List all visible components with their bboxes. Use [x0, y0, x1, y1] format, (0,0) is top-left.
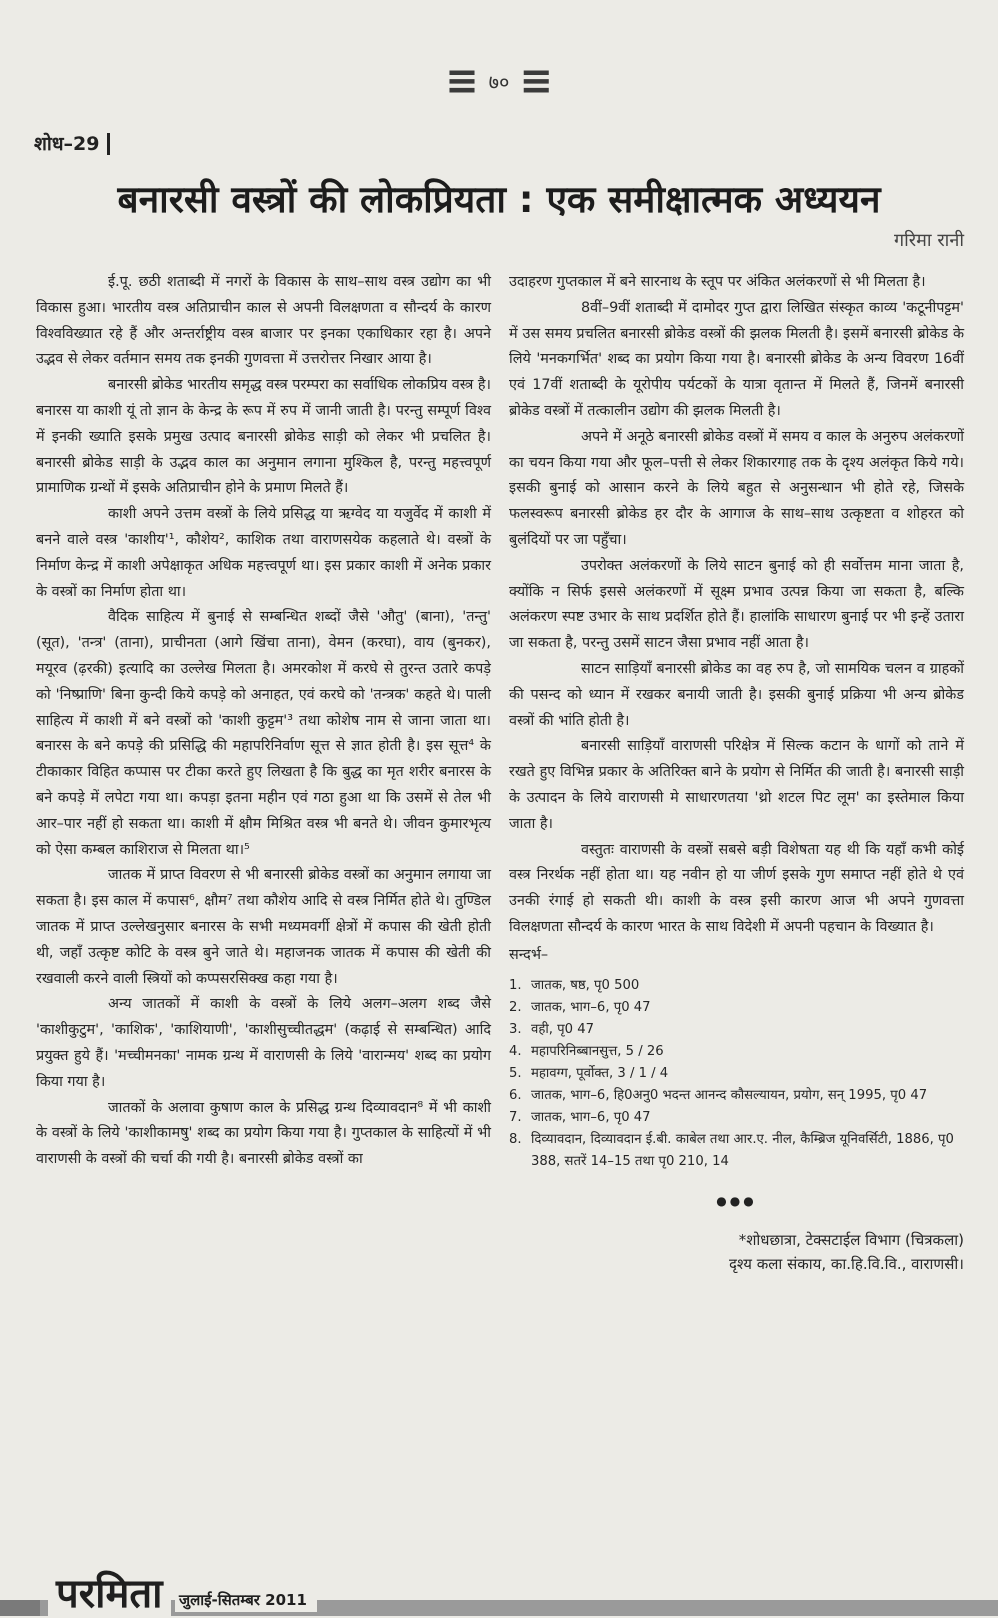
journal-issue: जुलाई-सितम्बर 2011 [175, 1588, 317, 1612]
paragraph: वस्तुतः वाराणसी के वस्त्रों सबसे बड़ी विशेषता यह थी कि यहाँ कभी कोई वस्त्र निरर्थक नहीं होता था। यह नवीन हो या जीर्ण इसके गुण समाप्त नहीं होते थे एवं उनकी रंगाई हो सकती थी। काशी के वस्त्र इसी कारण आज भी अपने गुणवत्ता विलक्षणता सौन्दर्य के कारण भारत के साथ विदेशी में अपनी पहचान के विख्यात है। [509, 841, 964, 935]
left-column [36, 270, 491, 1173]
section-separator: ●●● [716, 1193, 757, 1208]
paragraph: उदाहरण गुप्तकाल में बने सारनाथ के स्तूप पर अंकित अलंकरणों से भी मिलता है। [509, 274, 926, 290]
author-affiliation [509, 1228, 964, 1276]
page-number-text: ७० [488, 69, 510, 94]
reference-item: 8. दिव्यावदान, दिव्यावदान ई.बी. काबेल तथा आर.ए. नील, कैम्ब्रिज यूनिवर्सिटी, 1886, पृ0 388, सतरें 14–15 तथा पृ0 210, 14 [509, 1131, 954, 1169]
author-name: गरिमा रानी [894, 230, 964, 251]
paragraph: बनारसी साड़ियाँ वाराणसी परिक्षेत्र में सिल्क कटान के धागों को ताने में रखते हुए विभिन्न प्रकार के अतिरिक्त बाने के प्रयोग से निर्मित की जाती है। बनारसी साड़ी के उत्पादन के लिये वाराणसी मे साधारणतया 'थ्रो शटल पिट लूम' का इस्तेमाल किया जाता है। [509, 738, 964, 832]
paragraph: बनारसी ब्रोकेड भारतीय समृद्ध वस्त्र परम्परा का सर्वाधिक लोकप्रिय वस्त्र है। बनारस या काशी यूं तो ज्ञान के केन्द्र के रूप में रुप में जानी जाती है। परन्तु सम्पूर्ण विश्व में इनकी ख्याति इसके प्रमुख उत्पाद बनारसी ब्रोकेड साड़ी को लेकर भी प्रचलित है। बनारसी ब्रोकेड साड़ी के उद्भव काल का अनुमान लगाना मुश्किल है, परन्तु महत्त्वपूर्ण प्रामाणिक ग्रन्थों में इसके अतिप्राचीन होने के प्रमाण मिलते हैं। [36, 377, 491, 497]
paragraph: अन्य जातकों में काशी के वस्त्रों के लिये अलग–अलग शब्द जैसे 'काशीकुटुम', 'काशिक', 'काशियाणी', 'काशीसुच्चीतद्धम' (कढ़ाई से सम्बन्धित) आदि प्रयुक्त हुये हैं। 'मच्चीमनका' नामक ग्रन्थ में वाराणसी के लिये 'वारान्मय' शब्द का प्रयोग किया गया है। [36, 996, 491, 1090]
journal-name: परमिता [48, 1572, 171, 1616]
page-footer [0, 1571, 998, 1618]
reference-item: 6. जातक, भाग–6, हि0अनु0 भदन्त आनन्द कौसल्यायन, प्रयोग, सन् 1995, पृ0 47 [509, 1087, 928, 1103]
paragraph: वैदिक साहित्य में बुनाई से सम्बन्धित शब्दों जैसे 'औतु' (बाना), 'तन्तु' (सूत), 'तन्त्र' (ताना), प्राचीनता (आगे खिंचा ताना), वेमन (करघा), वाय (बुनकर), मयूरव (ढ़रकी) इत्यादि का उल्लेख मिलता है। अमरकोश में करघे से तुरन्त उतारे कपड़े को 'निष्प्राणि' बिना कुन्दी किये कपड़े को अनाहत, एवं करघे को 'तन्त्रक' कहते थे। पाली साहित्य में काशी में बने वस्त्रों को 'काशी कुट्टम'³ तथा कोशेष नाम से जाना जाता था। बनारस के बने कपड़े की प्रसिद्धि की महापरिनिर्वाण सूत्त से ज्ञात होती है। इस सूत्त⁴ के टीकाकार विहित कप्पास पर टीका करते हुए लिखता है कि बुद्ध का मृत शरीर बनारस के बने कपड़े में लपेटा गया था। कपड़ा इतना महीन एवं गठा हुआ था कि उसमें से तेल भी आर–पार नहीं हो सकता था। काशी में क्षौम मिश्रित वस्त्र भी बनते थे। जीवन कुमारभृत्य को ऐसा कम्बल काशिराज से मिलता था।⁵ [36, 609, 491, 858]
article-title: बनारसी वस्त्रों की लोकप्रियता : एक समीक्षात्मक अध्ययन [117, 178, 881, 221]
paragraph: अपने में अनूठे बनारसी ब्रोकेड वस्त्रों में समय व काल के अनुरुप अलंकरणों का चयन किया गया और फूल–पत्ती से लेकर शिकारगाह तक के दृश्य अलंकृत किये गये। इसकी बुनाई को आसान करने के लिये बहुत से अनुसन्धान भी होते रहे, जिसके फलस्वरूप बनारसी ब्रोकेड हर दौर के आगाज के साथ–साथ उत्कृष्टता व शोहरत को बुलंदियों पर जा पहुँचा। [509, 428, 964, 548]
reference-item: 3. वही, पृ0 47 [509, 1021, 594, 1037]
affiliation-line: *शोधछात्रा, टेक्सटाईल विभाग (चित्रकला) [738, 1231, 964, 1250]
right-column [509, 270, 964, 1276]
left-ornament: ≡ [445, 58, 479, 104]
paragraph: काशी अपने उत्तम वस्त्रों के लिये प्रसिद्ध या ऋग्वेद या यजुर्वेद में काशी में बनने वाले वस्त्र 'काशीय'¹, कौशेय², काशिक तथा वाराणसयेक कहलाते थे। वस्त्रों के निर्माण केन्द्र में काशी अपेक्षाकृत अधिक महत्त्वपूर्ण था। इस प्रकार काशी में अनेक प्रकार के वस्त्रों का निर्माण होता था। [36, 506, 491, 600]
reference-item: 5. महावग्ग, पूर्वोक्त, 3 / 1 / 4 [509, 1065, 669, 1081]
paragraph: ई.पू. छठी शताब्दी में नगरों के विकास के साथ–साथ वस्त्र उद्योग का भी विकास हुआ। भारतीय वस्त्र अतिप्राचीन काल से अपनी विलक्षणता व सौन्दर्य के कारण विश्वविख्यात रहे हैं और अन्तर्राष्ट्रीय वस्त्र बाजार पर इनका एकाधिकार रहा है। अपने उद्भव से लेकर वर्तमान समय तक इनकी गुणवत्ता में उत्तरोत्तर निखार आया है। [36, 274, 491, 368]
paragraph: जातकों के अलावा कुषाण काल के प्रसिद्ध ग्रन्थ दिव्यावदान⁸ में भी काशी के वस्त्रों के लिये 'काशीकामषु' शब्द का प्रयोग किया गया है। गुप्तकाल के साहित्यों में भी वाराणसी के वस्त्रों की चर्चा की गयी है। बनारसी ब्रोकेड वस्त्रों का [36, 1099, 491, 1168]
references-list [509, 975, 964, 1173]
reference-item: 2. जातक, भाग–6, पृ0 47 [509, 999, 651, 1015]
paragraph: साटन साड़ियाँ बनारसी ब्रोकेड का वह रुप है, जो सामयिक चलन व ग्राहकों की पसन्द को ध्यान में रखकर बनायी जाती है। इसकी बुनाई प्रक्रिया भी अन्य ब्रोकेड वस्त्रों की भांति होती है। [509, 660, 964, 729]
paragraph: 8वीं–9वीं शताब्दी में दामोदर गुप्त द्वारा लिखित संस्कृत काव्य 'कटूनीपट्टम' में उस समय प्रचलित बनारसी ब्रोकेड वस्त्रों की झलक मिलती है। इसमें बनारसी ब्रोकेड के लिये 'मनकगर्भित' शब्द का प्रयोग किया गया है। बनारसी ब्रोकेड के अन्य विवरण 16वीं एवं 17वीं शताब्दी के यूरोपीय पर्यटकों के यात्रा वृतान्त में मिलते हैं, जिनमें बनारसी ब्रोकेड वस्त्रों में तत्कालीन उद्योग की झलक मिलती है। [509, 299, 964, 419]
paragraph: जातक में प्राप्त विवरण से भी बनारसी ब्रोकेड वस्त्रों का अनुमान लगाया जा सकता है। इस काल में कपास⁶, क्षौम⁷ तथा कौशेय आदि से वस्त्र निर्मित होते थे। तुण्डिल जातक में प्राप्त उल्लेखनुसार बनारस के सभी मध्यमवर्गी क्षेत्रों में कपास की खेती होती थी, जहाँ उत्कृष्ट कोटि के वस्त्र बुने जाते थे। महाजनक जातक में कपास की खेती की रखवाली करने वाली स्त्रियों को कप्पसरसिक्ख कहा गया है। [36, 867, 491, 987]
paragraph: उपरोक्त अलंकरणों के लिये साटन बुनाई को ही सर्वोत्तम माना जाता है, क्योंकि न सिर्फ इससे अलंकरणों में सूक्ष्म प्रभाव उत्पन्न किया जा सकता है, बल्कि अलंकरण स्पष्ट उभार के साथ प्रदर्शित होते हैं। हालांकि साधारण बुनाई पर भी इन्हें उतारा जा सकता है, परन्तु उसमें साटन जैसा प्रभाव नहीं आता है। [509, 557, 964, 652]
reference-item: 1. जातक, षष्ठ, पृ0 500 [509, 977, 640, 993]
affiliation-line: दृश्य कला संकाय, का.हि.वि.वि., वाराणसी। [728, 1255, 964, 1274]
section-label: शोध–29 [34, 133, 110, 155]
page-number [0, 58, 998, 104]
reference-item: 4. महापरिनिब्बानसुत्त, 5 / 26 [509, 1043, 664, 1059]
reference-item: 7. जातक, भाग–6, पृ0 47 [509, 1109, 651, 1125]
footer-band-left [0, 1600, 40, 1616]
right-ornament: ≡ [519, 58, 553, 104]
references-heading: सन्दर्भ– [509, 946, 549, 963]
